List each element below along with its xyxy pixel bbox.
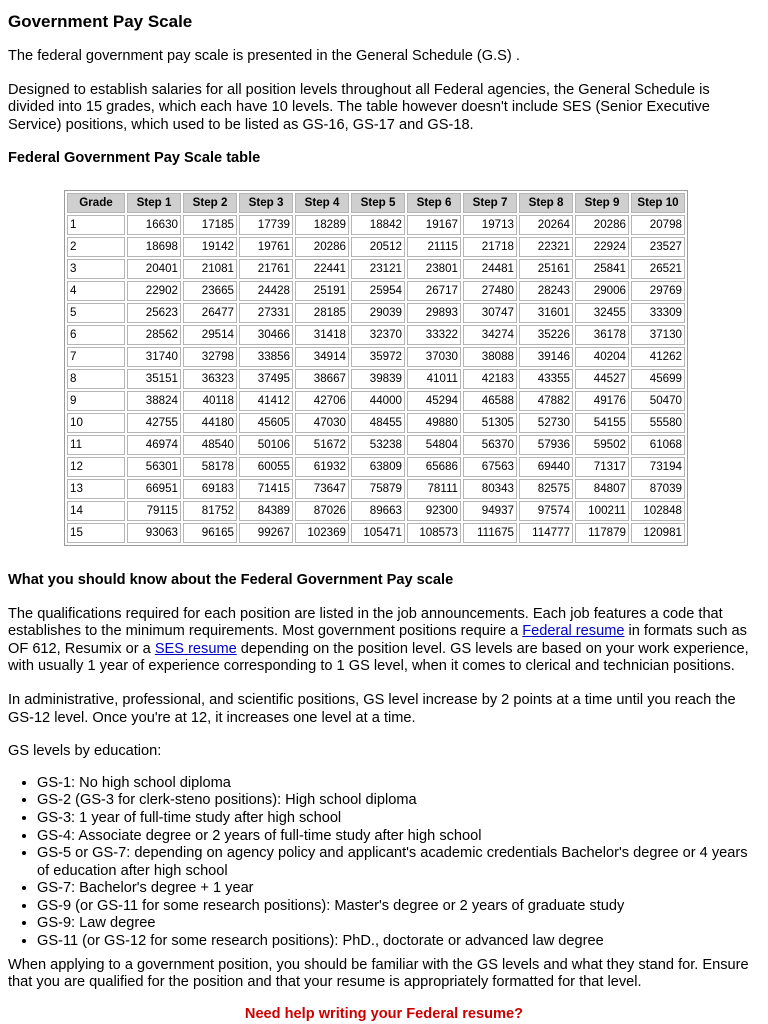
list-item: • GS-1: No high school diploma bbox=[37, 775, 760, 793]
page-title: Government Pay Scale bbox=[8, 12, 193, 31]
salary-cell: 39839 bbox=[351, 369, 405, 389]
salary-cell: 22924 bbox=[575, 237, 629, 257]
column-header: Step 1 bbox=[127, 193, 181, 213]
salary-cell: 20264 bbox=[519, 215, 573, 235]
salary-cell: 35226 bbox=[519, 325, 573, 345]
salary-cell: 38088 bbox=[463, 347, 517, 367]
grade-cell: 9 bbox=[67, 391, 125, 411]
salary-cell: 41011 bbox=[407, 369, 461, 389]
salary-cell: 17739 bbox=[239, 215, 293, 235]
salary-cell: 31418 bbox=[295, 325, 349, 345]
intro-text: The federal government pay scale is presented in the General Schedule (G.S) . bbox=[8, 48, 520, 64]
salary-cell: 71415 bbox=[239, 479, 293, 499]
salary-cell: 21761 bbox=[239, 259, 293, 279]
table-body bbox=[67, 215, 685, 543]
salary-cell: 26521 bbox=[631, 259, 685, 279]
salary-cell: 19713 bbox=[463, 215, 517, 235]
table-row bbox=[67, 413, 685, 433]
salary-cell: 29769 bbox=[631, 281, 685, 301]
salary-cell: 23665 bbox=[183, 281, 237, 301]
list-item: • GS-9: Law degree bbox=[37, 915, 760, 933]
grade-cell: 7 bbox=[67, 347, 125, 367]
salary-cell: 57936 bbox=[519, 435, 573, 455]
salary-cell: 23801 bbox=[407, 259, 461, 279]
table-heading: Federal Government Pay Scale table bbox=[8, 150, 261, 167]
salary-cell: 114777 bbox=[519, 523, 573, 543]
salary-cell: 22902 bbox=[127, 281, 181, 301]
salary-cell: 99267 bbox=[239, 523, 293, 543]
grade-cell: 13 bbox=[67, 479, 125, 499]
table-header-row bbox=[67, 193, 685, 213]
salary-cell: 80343 bbox=[463, 479, 517, 499]
salary-cell: 30747 bbox=[463, 303, 517, 323]
grade-cell: 1 bbox=[67, 215, 125, 235]
salary-cell: 25191 bbox=[295, 281, 349, 301]
salary-cell: 23121 bbox=[351, 259, 405, 279]
table-row bbox=[67, 215, 685, 235]
list-item: • GS-11 (or GS-12 for some research positions): PhD., doctorate or advanced law degree bbox=[37, 933, 760, 951]
salary-cell: 67563 bbox=[463, 457, 517, 477]
salary-cell: 25954 bbox=[351, 281, 405, 301]
salary-cell: 35972 bbox=[351, 347, 405, 367]
education-heading: GS levels by education: bbox=[8, 743, 162, 760]
table-row bbox=[67, 259, 685, 279]
salary-cell: 59502 bbox=[575, 435, 629, 455]
grade-cell: 10 bbox=[67, 413, 125, 433]
salary-cell: 45699 bbox=[631, 369, 685, 389]
salary-cell: 69440 bbox=[519, 457, 573, 477]
salary-cell: 20512 bbox=[351, 237, 405, 257]
salary-cell: 120981 bbox=[631, 523, 685, 543]
salary-cell: 93063 bbox=[127, 523, 181, 543]
salary-cell: 108573 bbox=[407, 523, 461, 543]
salary-cell: 61932 bbox=[295, 457, 349, 477]
column-header: Grade bbox=[67, 193, 125, 213]
salary-cell: 46974 bbox=[127, 435, 181, 455]
pay-table-wrapper bbox=[64, 190, 760, 546]
salary-cell: 40204 bbox=[575, 347, 629, 367]
salary-cell: 34274 bbox=[463, 325, 517, 345]
salary-cell: 29039 bbox=[351, 303, 405, 323]
salary-cell: 34914 bbox=[295, 347, 349, 367]
salary-cell: 44180 bbox=[183, 413, 237, 433]
salary-cell: 32455 bbox=[575, 303, 629, 323]
qualifications-text bbox=[8, 606, 760, 676]
salary-cell: 19761 bbox=[239, 237, 293, 257]
salary-cell: 38824 bbox=[127, 391, 181, 411]
table-row bbox=[67, 479, 685, 499]
column-header: Step 9 bbox=[575, 193, 629, 213]
resume-help-cta[interactable]: Need help writing your Federal resume? bbox=[244, 1005, 524, 1022]
salary-cell: 58178 bbox=[183, 457, 237, 477]
salary-cell: 63809 bbox=[351, 457, 405, 477]
salary-cell: 33322 bbox=[407, 325, 461, 345]
table-row bbox=[67, 237, 685, 257]
salary-cell: 29514 bbox=[183, 325, 237, 345]
salary-cell: 69183 bbox=[183, 479, 237, 499]
salary-cell: 32798 bbox=[183, 347, 237, 367]
salary-cell: 27480 bbox=[463, 281, 517, 301]
table-row bbox=[67, 435, 685, 455]
qualifications-part1: The qualifications required for each position are listed in the job announcements. Each job features a code that establishes to the minimum requirements. Most government positions require a bbox=[8, 605, 723, 640]
salary-cell: 51672 bbox=[295, 435, 349, 455]
salary-cell: 44000 bbox=[351, 391, 405, 411]
table-row bbox=[67, 523, 685, 543]
salary-cell: 41262 bbox=[631, 347, 685, 367]
list-item: • GS-9 (or GS-11 for some research positions): Master's degree or 2 years of graduate study bbox=[37, 898, 760, 916]
salary-cell: 51305 bbox=[463, 413, 517, 433]
grade-cell: 15 bbox=[67, 523, 125, 543]
salary-cell: 73194 bbox=[631, 457, 685, 477]
salary-cell: 28243 bbox=[519, 281, 573, 301]
grade-cell: 8 bbox=[67, 369, 125, 389]
admin-text: In administrative, professional, and scientific positions, GS level increase by 2 points at a time until you reach the GS-12 level. Once you're at 12, it increases one level at a time. bbox=[8, 691, 736, 726]
salary-cell: 97574 bbox=[519, 501, 573, 521]
salary-cell: 102369 bbox=[295, 523, 349, 543]
grade-cell: 11 bbox=[67, 435, 125, 455]
salary-cell: 37130 bbox=[631, 325, 685, 345]
salary-cell: 24481 bbox=[463, 259, 517, 279]
salary-cell: 33856 bbox=[239, 347, 293, 367]
salary-cell: 18842 bbox=[351, 215, 405, 235]
table-row bbox=[67, 457, 685, 477]
salary-cell: 17185 bbox=[183, 215, 237, 235]
grade-cell: 12 bbox=[67, 457, 125, 477]
salary-cell: 35151 bbox=[127, 369, 181, 389]
salary-cell: 33309 bbox=[631, 303, 685, 323]
pay-scale-table bbox=[64, 190, 688, 546]
column-header: Step 6 bbox=[407, 193, 461, 213]
salary-cell: 46588 bbox=[463, 391, 517, 411]
salary-cell: 78111 bbox=[407, 479, 461, 499]
salary-cell: 54804 bbox=[407, 435, 461, 455]
description-text: Designed to establish salaries for all position levels throughout all Federal agencies, the General Schedule is divided into 15 grades, which each have 10 levels. The table however doesn't include SES (Senior Executive Service) positions, which used to be listed as GS-16, GS-17 and GS-18. bbox=[8, 81, 710, 133]
salary-cell: 96165 bbox=[183, 523, 237, 543]
salary-cell: 18289 bbox=[295, 215, 349, 235]
salary-cell: 48455 bbox=[351, 413, 405, 433]
grade-cell: 2 bbox=[67, 237, 125, 257]
salary-cell: 79115 bbox=[127, 501, 181, 521]
grade-cell: 3 bbox=[67, 259, 125, 279]
salary-cell: 31740 bbox=[127, 347, 181, 367]
table-row bbox=[67, 303, 685, 323]
salary-cell: 39146 bbox=[519, 347, 573, 367]
salary-cell: 24428 bbox=[239, 281, 293, 301]
list-item: • GS-2 (GS-3 for clerk-steno positions): High school diploma bbox=[37, 792, 760, 810]
salary-cell: 27331 bbox=[239, 303, 293, 323]
grade-cell: 4 bbox=[67, 281, 125, 301]
salary-cell: 21718 bbox=[463, 237, 517, 257]
table-row bbox=[67, 391, 685, 411]
salary-cell: 71317 bbox=[575, 457, 629, 477]
grade-cell: 5 bbox=[67, 303, 125, 323]
salary-cell: 94937 bbox=[463, 501, 517, 521]
salary-cell: 25623 bbox=[127, 303, 181, 323]
list-item: • GS-7: Bachelor's degree + 1 year bbox=[37, 880, 760, 898]
salary-cell: 29893 bbox=[407, 303, 461, 323]
salary-cell: 28185 bbox=[295, 303, 349, 323]
salary-cell: 87026 bbox=[295, 501, 349, 521]
salary-cell: 37495 bbox=[239, 369, 293, 389]
salary-cell: 42183 bbox=[463, 369, 517, 389]
salary-cell: 47882 bbox=[519, 391, 573, 411]
salary-cell: 117879 bbox=[575, 523, 629, 543]
salary-cell: 21115 bbox=[407, 237, 461, 257]
salary-cell: 37030 bbox=[407, 347, 461, 367]
salary-cell: 100211 bbox=[575, 501, 629, 521]
column-header: Step 5 bbox=[351, 193, 405, 213]
salary-cell: 21081 bbox=[183, 259, 237, 279]
salary-cell: 28562 bbox=[127, 325, 181, 345]
salary-cell: 20286 bbox=[295, 237, 349, 257]
salary-cell: 87039 bbox=[631, 479, 685, 499]
salary-cell: 36323 bbox=[183, 369, 237, 389]
grade-cell: 6 bbox=[67, 325, 125, 345]
salary-cell: 38667 bbox=[295, 369, 349, 389]
salary-cell: 22441 bbox=[295, 259, 349, 279]
list-item: • GS-4: Associate degree or 2 years of full-time study after high school bbox=[37, 828, 760, 846]
salary-cell: 29006 bbox=[575, 281, 629, 301]
column-header: Step 3 bbox=[239, 193, 293, 213]
salary-cell: 105471 bbox=[351, 523, 405, 543]
salary-cell: 92300 bbox=[407, 501, 461, 521]
closing-text: When applying to a government position, you should be familiar with the GS levels and what they stand for. Ensure that you are qualified for the position and that your resume is appropriately formatted for that level. bbox=[8, 956, 749, 991]
salary-cell: 82575 bbox=[519, 479, 573, 499]
column-header: Step 10 bbox=[631, 193, 685, 213]
salary-cell: 42755 bbox=[127, 413, 181, 433]
salary-cell: 30466 bbox=[239, 325, 293, 345]
ses-resume-link[interactable]: SES resume bbox=[154, 640, 237, 657]
salary-cell: 45294 bbox=[407, 391, 461, 411]
salary-cell: 42706 bbox=[295, 391, 349, 411]
salary-cell: 75879 bbox=[351, 479, 405, 499]
table-row bbox=[67, 347, 685, 367]
salary-cell: 26717 bbox=[407, 281, 461, 301]
salary-cell: 49880 bbox=[407, 413, 461, 433]
table-row bbox=[67, 369, 685, 389]
salary-cell: 48540 bbox=[183, 435, 237, 455]
salary-cell: 20401 bbox=[127, 259, 181, 279]
salary-cell: 89663 bbox=[351, 501, 405, 521]
salary-cell: 50470 bbox=[631, 391, 685, 411]
grade-cell: 14 bbox=[67, 501, 125, 521]
table-row bbox=[67, 501, 685, 521]
salary-cell: 20798 bbox=[631, 215, 685, 235]
salary-cell: 25841 bbox=[575, 259, 629, 279]
salary-cell: 54155 bbox=[575, 413, 629, 433]
qualifications-part3: depending on the position level. GS levels are based on your work experience, with usually 1 year of experience corresponding to 1 GS level, when it comes to clerical and technician positions. bbox=[8, 640, 749, 675]
table-row bbox=[67, 325, 685, 345]
federal-resume-link[interactable]: Federal resume bbox=[522, 623, 625, 640]
salary-cell: 102848 bbox=[631, 501, 685, 521]
list-item: • GS-3: 1 year of full-time study after high school bbox=[37, 810, 760, 828]
column-header: Step 4 bbox=[295, 193, 349, 213]
salary-cell: 32370 bbox=[351, 325, 405, 345]
salary-cell: 65686 bbox=[407, 457, 461, 477]
column-header: Step 7 bbox=[463, 193, 517, 213]
salary-cell: 66951 bbox=[127, 479, 181, 499]
salary-cell: 61068 bbox=[631, 435, 685, 455]
salary-cell: 41412 bbox=[239, 391, 293, 411]
salary-cell: 50106 bbox=[239, 435, 293, 455]
salary-cell: 19167 bbox=[407, 215, 461, 235]
column-header: Step 2 bbox=[183, 193, 237, 213]
salary-cell: 43355 bbox=[519, 369, 573, 389]
education-list bbox=[8, 775, 760, 951]
qualifications-part2: in formats such as OF 612, Resumix or a bbox=[8, 623, 747, 657]
list-item: • GS-5 or GS-7: depending on agency policy and applicant's academic credentials Bachelor's degree or 4 years of education after high school bbox=[37, 845, 760, 880]
column-header: Step 8 bbox=[519, 193, 573, 213]
salary-cell: 81752 bbox=[183, 501, 237, 521]
know-heading: What you should know about the Federal Government Pay scale bbox=[8, 571, 454, 588]
salary-cell: 55580 bbox=[631, 413, 685, 433]
salary-cell: 49176 bbox=[575, 391, 629, 411]
salary-cell: 18698 bbox=[127, 237, 181, 257]
salary-cell: 56301 bbox=[127, 457, 181, 477]
salary-cell: 26477 bbox=[183, 303, 237, 323]
salary-cell: 53238 bbox=[351, 435, 405, 455]
salary-cell: 47030 bbox=[295, 413, 349, 433]
salary-cell: 45605 bbox=[239, 413, 293, 433]
salary-cell: 20286 bbox=[575, 215, 629, 235]
salary-cell: 111675 bbox=[463, 523, 517, 543]
table-row bbox=[67, 281, 685, 301]
salary-cell: 73647 bbox=[295, 479, 349, 499]
salary-cell: 36178 bbox=[575, 325, 629, 345]
salary-cell: 44527 bbox=[575, 369, 629, 389]
salary-cell: 56370 bbox=[463, 435, 517, 455]
salary-cell: 31601 bbox=[519, 303, 573, 323]
salary-cell: 19142 bbox=[183, 237, 237, 257]
salary-cell: 40118 bbox=[183, 391, 237, 411]
salary-cell: 84807 bbox=[575, 479, 629, 499]
salary-cell: 52730 bbox=[519, 413, 573, 433]
salary-cell: 16630 bbox=[127, 215, 181, 235]
salary-cell: 23527 bbox=[631, 237, 685, 257]
salary-cell: 22321 bbox=[519, 237, 573, 257]
salary-cell: 60055 bbox=[239, 457, 293, 477]
salary-cell: 84389 bbox=[239, 501, 293, 521]
salary-cell: 25161 bbox=[519, 259, 573, 279]
